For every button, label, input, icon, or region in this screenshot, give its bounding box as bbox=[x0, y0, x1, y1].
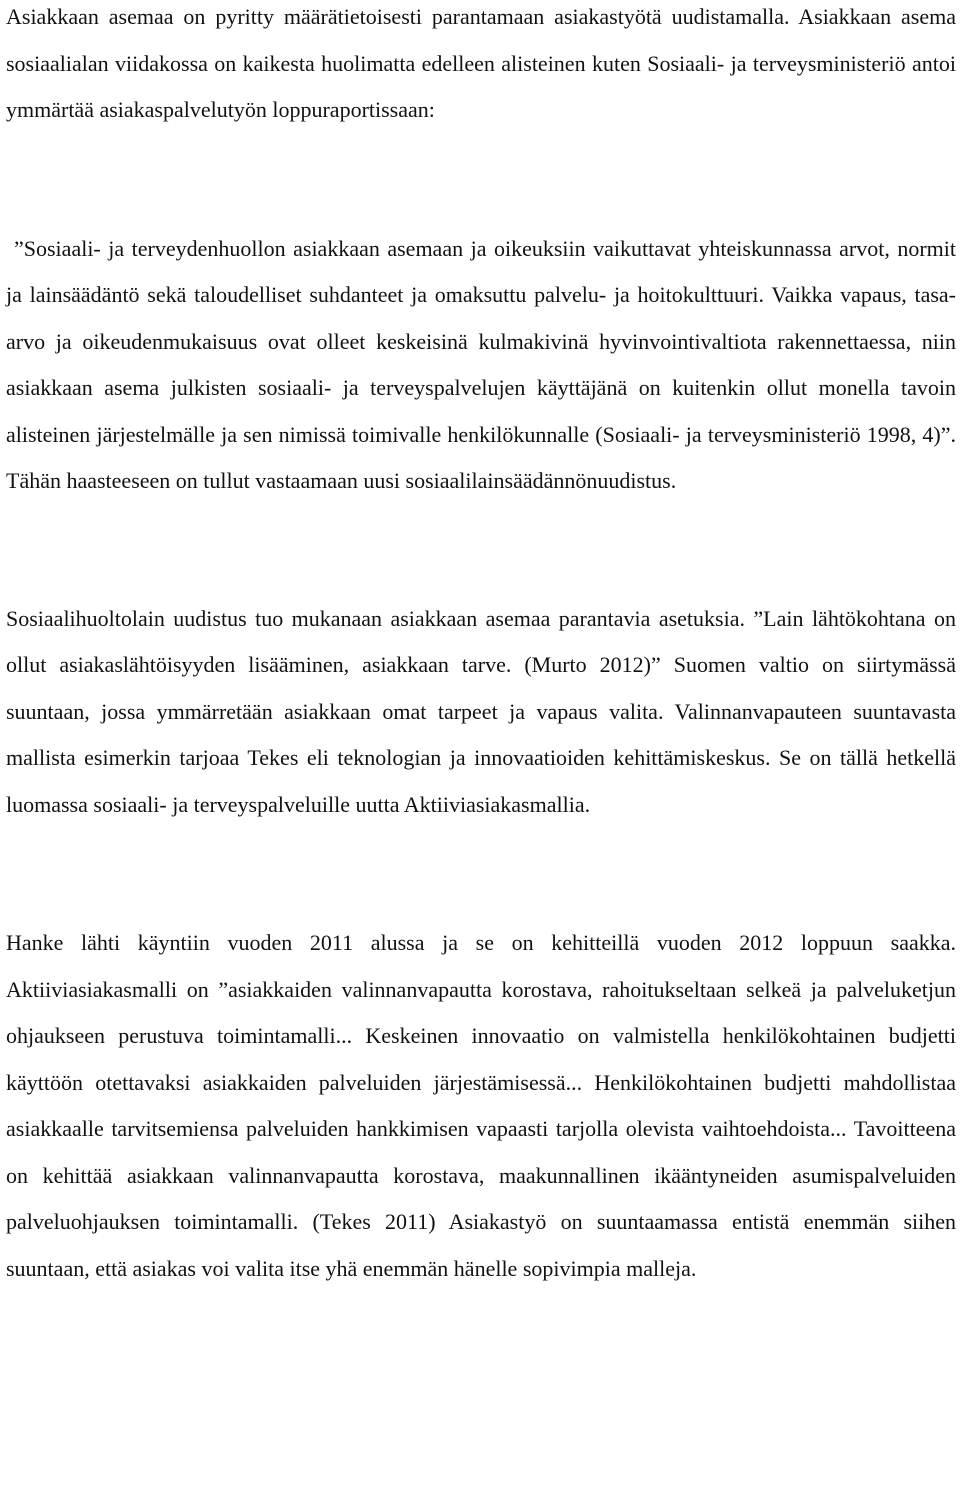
text-line: tarvitsemiensa palveluiden hankkimisen vapaasti tarjolla olevista vaihtoehdoista... bbox=[111, 1116, 847, 1141]
text-line: Sosiaalihuoltolain uudistus tuo mukanaan asiakkaan asemaa parantavia asetuksia. ”Lain bbox=[6, 605, 804, 631]
text-line: teknologian ja innovaatioiden kehittämiskeskus. Se on tällä hetkellä luomassa sosiaali- bbox=[6, 745, 957, 817]
text-line: keskeisinä kulmakivinä hyvinvointivaltiota rakennettaessa, niin asiakkaan asema bbox=[6, 328, 957, 400]
text-line: ja terveyspalveluille uutta Aktiiviasiakasmallia. bbox=[172, 791, 591, 817]
text-line: innovaatio on valmistella henkilökohtainen budjetti käyttöön otettavaksi asiakkaiden bbox=[6, 1023, 956, 1095]
paragraph-social-law-reform bbox=[6, 596, 956, 829]
text-line: alisteinen järjestelmälle ja sen nimissä toimivalle henkilökunnalle (Sosiaali- ja bbox=[6, 421, 702, 447]
text-line: Asiakkaan asemaa on pyritty määrätietoisesti parantamaan asiakastyötä uudistamalla. bbox=[6, 4, 790, 29]
paragraph-intro bbox=[6, 0, 956, 134]
paragraph-quote-ministry bbox=[6, 226, 956, 505]
text-line: ikääntyneiden asumispalveluiden palveluohjauksen toimintamalli. (Tekes 2011) bbox=[6, 1162, 956, 1234]
text-line: Hanke lähti käyntiin vuoden 2011 alussa ja se on kehitteillä vuoden 2012 loppuun bbox=[6, 930, 873, 955]
text-line: saakka. Aktiiviasiakasmalli on ”asiakkaiden valinnanvapautta korostava, bbox=[6, 930, 956, 1002]
text-line: Tavoitteena on kehittää asiakkaan valinnanvapautta korostava, maakunnallinen bbox=[6, 1116, 957, 1188]
text-line: palveluiden järjestämisessä... Henkilökohtainen budjetti mahdollistaa asiakkaalle bbox=[6, 1069, 957, 1141]
text-line: palvelu- ja hoitokulttuuri. Vaikka vapaus, tasa-arvo ja oikeudenmukaisuus ovat olleet bbox=[6, 282, 957, 354]
text-line: Suomen valtio on siirtymässä suuntaan, jossa ymmärretään asiakkaan omat tarpeet ja bbox=[6, 652, 957, 724]
text-line: loppuraportissaan: bbox=[272, 97, 435, 122]
text-line: ”Sosiaali- ja terveydenhuollon asiakkaan asemaan ja oikeuksiin vaikuttavat bbox=[14, 235, 691, 261]
document-page bbox=[6, 0, 956, 1292]
text-line: julkisten sosiaali- ja terveyspalvelujen käyttäjänä on kuitenkin ollut monella tavoin bbox=[170, 375, 956, 400]
paragraph-project-description bbox=[6, 920, 956, 1292]
text-line: Asiakastyö on suuntaamassa entistä enemmän siihen suuntaan, että asiakas voi valita bbox=[6, 1209, 956, 1281]
text-line: sosiaalilainsäädännönuudistus. bbox=[405, 468, 677, 493]
text-line: terveysministeriö 1998, 4)”. Tähän haasteeseen on tullut vastaamaan uusi bbox=[6, 421, 957, 493]
text-line: itse yhä enemmän hänelle sopivimpia malleja. bbox=[289, 1255, 697, 1281]
text-line: yhteiskunnassa arvot, normit ja lainsäädäntö sekä taloudelliset suhdanteet ja omaksuttu bbox=[6, 235, 956, 307]
text-line: lähtökohtana on ollut asiakaslähtöisyyden lisääminen, asiakkaan tarve. (Murto 2012)” bbox=[6, 605, 956, 677]
text-line: vapaus valita. Valinnanvapauteen suuntavasta mallista esimerkin tarjoaa Tekes eli bbox=[6, 698, 957, 770]
text-line: rahoitukseltaan selkeä ja palveluketjun ohjaukseen perustuva toimintamalli... Keskeinen bbox=[6, 976, 957, 1048]
text-line: kuten Sosiaali- ja terveysministeriö antoi ymmärtää asiakaspalvelutyön bbox=[6, 50, 956, 122]
text-line: Asiakkaan asema sosiaalialan viidakossa on kaikesta huolimatta edelleen alisteinen bbox=[6, 4, 956, 76]
